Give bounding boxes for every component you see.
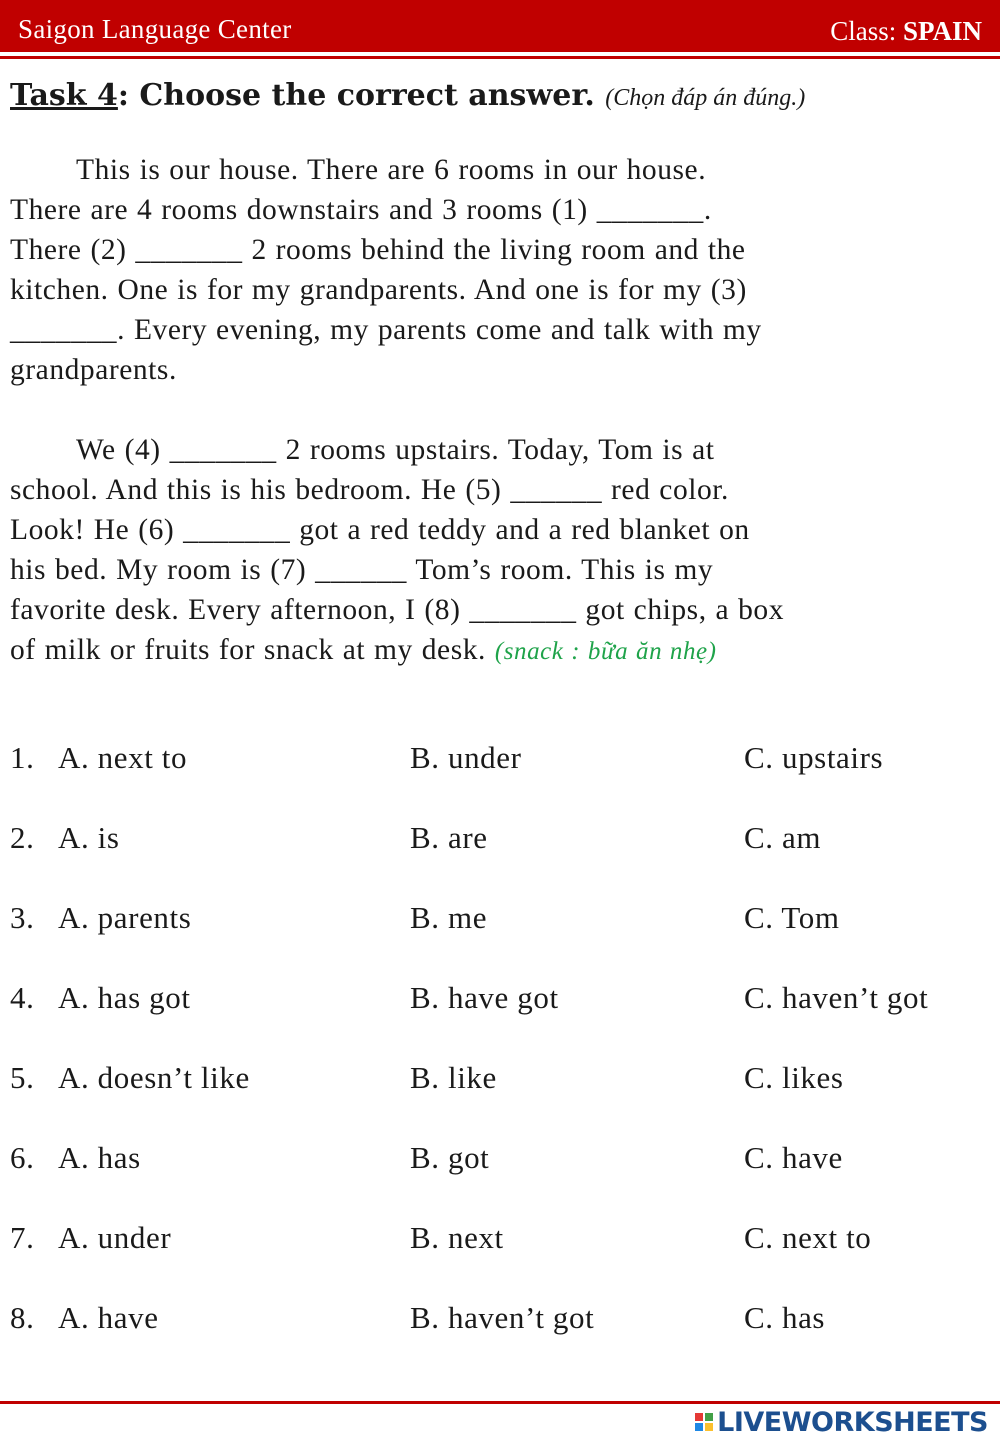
passage-line — [10, 630, 990, 672]
task-heading — [10, 78, 805, 113]
passage-line: This is our house. There are 6 rooms in our house. — [76, 154, 707, 186]
logo-square — [705, 1423, 713, 1431]
header-bar — [0, 0, 1000, 52]
class-label — [830, 16, 982, 47]
question-number: 7. — [10, 1220, 35, 1255]
class-label-text: Class: — [830, 16, 897, 46]
option-c[interactable]: C. likes — [744, 1060, 844, 1095]
logo-square — [705, 1413, 713, 1421]
liveworksheets-logo — [695, 1406, 988, 1438]
passage-line: We (4) _______ 2 rooms upstairs. Today, Tom is at — [76, 434, 715, 466]
option-b[interactable]: B. next — [410, 1220, 504, 1255]
option-c[interactable]: C. haven’t got — [744, 980, 929, 1015]
passage-line: favorite desk. Every afternoon, I (8) _______ got chips, a box — [10, 594, 785, 626]
passage-last-text: of milk or fruits for snack at my desk. — [10, 634, 486, 666]
option-a[interactable]: A. under — [58, 1220, 172, 1255]
header-divider — [0, 56, 1000, 59]
footer-divider — [0, 1401, 1000, 1404]
passage-line: _______. Every evening, my parents come and talk with my — [10, 314, 762, 346]
option-b[interactable]: B. are — [410, 820, 488, 855]
passage-line: There (2) _______ 2 rooms behind the living room and the — [10, 234, 746, 266]
question-number: 2. — [10, 820, 35, 855]
option-c[interactable]: C. upstairs — [744, 740, 884, 775]
question-row-5 — [0, 1060, 1000, 1100]
question-number: 4. — [10, 980, 35, 1015]
question-number: 8. — [10, 1300, 35, 1335]
option-c[interactable]: C. has — [744, 1300, 826, 1335]
option-b[interactable]: B. haven’t got — [410, 1300, 595, 1335]
class-name: SPAIN — [902, 16, 982, 46]
question-number: 5. — [10, 1060, 35, 1095]
logo-square — [695, 1423, 703, 1431]
option-b[interactable]: B. have got — [410, 980, 559, 1015]
option-a[interactable]: A. parents — [58, 900, 192, 935]
passage-line: There are 4 rooms downstairs and 3 rooms (1) _______. — [10, 194, 712, 226]
logo-text: LIVEWORKSHEETS — [717, 1406, 988, 1438]
logo-grid-icon — [695, 1413, 713, 1431]
passage-line: Look! He (6) _______ got a red teddy and a red blanket on — [10, 514, 750, 546]
option-a[interactable]: A. is — [58, 820, 120, 855]
question-row-6 — [0, 1140, 1000, 1180]
passage-2 — [10, 430, 990, 672]
question-row-8 — [0, 1300, 1000, 1340]
option-a[interactable]: A. doesn’t like — [58, 1060, 250, 1095]
option-a[interactable]: A. has got — [58, 980, 191, 1015]
option-b[interactable]: B. me — [410, 900, 488, 935]
passage-line: grandparents. — [10, 354, 177, 386]
option-c[interactable]: C. am — [744, 820, 822, 855]
question-row-2 — [0, 820, 1000, 860]
question-row-7 — [0, 1220, 1000, 1260]
task-note: (Chọn đáp án đúng.) — [605, 85, 806, 111]
question-number: 1. — [10, 740, 35, 775]
passage-line: his bed. My room is (7) ______ Tom’s room. This is my — [10, 554, 714, 586]
option-c[interactable]: C. next to — [744, 1220, 872, 1255]
question-number: 3. — [10, 900, 35, 935]
option-b[interactable]: B. got — [410, 1140, 490, 1175]
passage-1 — [10, 150, 990, 390]
option-c[interactable]: C. Tom — [744, 900, 840, 935]
option-b[interactable]: B. like — [410, 1060, 497, 1095]
logo-square — [695, 1413, 703, 1421]
option-b[interactable]: B. under — [410, 740, 522, 775]
task-title: : Choose the correct answer. — [117, 78, 595, 113]
option-a[interactable]: A. next to — [58, 740, 188, 775]
passage-line: kitchen. One is for my grandparents. And one is for my (3) — [10, 274, 747, 306]
question-number: 6. — [10, 1140, 35, 1175]
question-row-4 — [0, 980, 1000, 1020]
question-row-3 — [0, 900, 1000, 940]
question-row-1 — [0, 740, 1000, 780]
school-name: Saigon Language Center — [18, 14, 292, 44]
option-a[interactable]: A. has — [58, 1140, 141, 1175]
vocab-note: (snack : bữa ăn nhẹ) — [494, 638, 717, 665]
task-number: Task 4 — [10, 78, 118, 113]
option-c[interactable]: C. have — [744, 1140, 843, 1175]
option-a[interactable]: A. have — [58, 1300, 159, 1335]
passage-line: school. And this is his bedroom. He (5) ______ red color. — [10, 474, 729, 506]
